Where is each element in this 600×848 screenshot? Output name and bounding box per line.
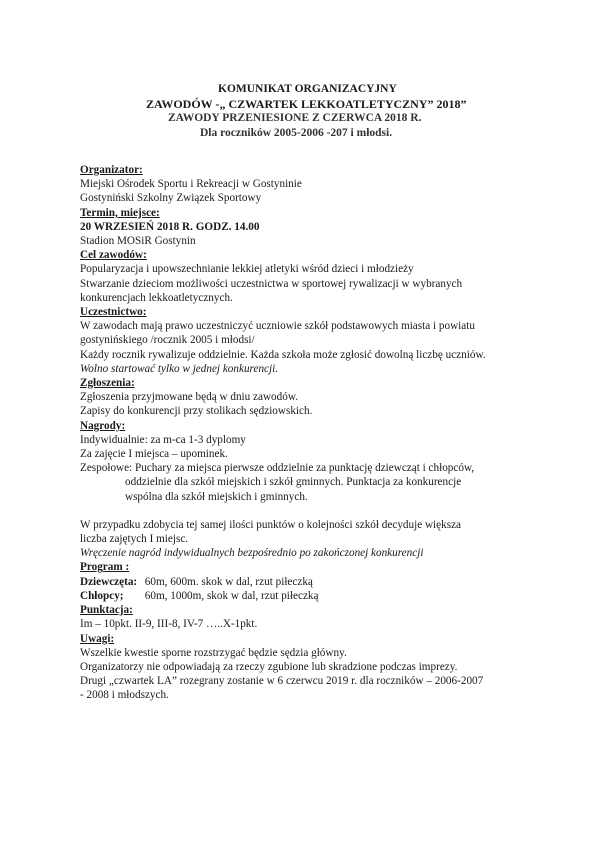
participation-note: Wolno startować tylko w jednej konkurencji. [80,362,279,375]
participation-line: Każdy rocznik rywalizuje oddzielnie. Każda szkoła może zgłosić dowolną liczbę uczniów. [80,348,486,361]
boys-label: Chłopcy; [80,589,124,602]
registration-line: Zgłoszenia przyjmowane będą w dniu zawodów. [80,391,298,404]
section-heading-organizer: Organizator: [80,164,143,176]
program-boys [80,589,590,603]
participation-line: W zawodach mają prawo uczestniczyć uczniowie szkół podstawowych miasta i powiatu [80,320,475,333]
scoring-line: Im – 10pkt. II-9, III-8, IV-7 …..X-1pkt. [80,618,258,631]
section-heading-program: Program : [80,561,130,574]
section-heading-goal: Cel zawodów: [80,249,147,262]
girls-events: 60m, 600m. skok w dal, rzut piłeczką [144,575,313,588]
tie-break-line: liczba zajętych I miejsc. [80,533,189,546]
prize-line: Za zajęcie I miejsca – upominek. [80,448,228,461]
event-date: 20 WRZESIEŃ 2018 R. GODZ. 14.00 [80,220,260,233]
team-prize-label: Zespołowe: [80,462,133,475]
tie-break-line: W przypadku zdobycia tej samej ilości punktów o kolejności szkół decyduje większa [80,518,461,531]
participation-line: gostynińskiego /rocznik 2005 i młodsi/ [80,334,255,347]
girls-label: Dziewczęta: [80,575,138,588]
program-girls [80,575,590,589]
boys-events: 60m, 1000m, skok w dal, rzut piłeczką [144,589,319,602]
award-note: Wręczenie nagród indywidualnych bezpośrednio po zakończonej konkurencji [80,547,424,560]
notes-line: - 2008 i młodszych. [80,689,169,702]
team-prize-line [80,461,590,475]
notes-line: Organizatorzy nie odpowiadają za rzeczy zgubione lub skradzione podczas imprezy. [80,660,458,673]
section-heading-date-place: Termin, miejsce: [80,206,160,219]
goal-line: Stwarzanie dzieciom możliwości uczestnictwa w sportowej rywalizacji w wybranych [80,277,463,290]
section-heading-scoring: Punktacja: [80,604,133,617]
doc-subtitle: ZAWODÓW -„ CZWARTEK LEKKOATLETYCZNY” 2018” [146,97,467,111]
goal-line: Popularyzacja i upowszechnianie lekkiej atletyki wśród dzieci i młodzieży [80,263,414,276]
section-heading-participation: Uczestnictwo: [80,306,147,319]
doc-notice: ZAWODY PRZENIESIONE Z CZERWCA 2018 R. [168,112,422,124]
section-heading-prizes: Nagrody: [80,419,126,432]
doc-age-groups: Dla roczników 2005-2006 -207 i młodsi. [200,127,393,139]
goal-line: konkurencjach lekkoatletycznych. [80,291,233,304]
organizer-line: Gostyniński Szkolny Związek Sportowy [80,192,262,205]
team-prize-text: Puchary za miejsca pierwsze oddzielnie za punktację dziewcząt i chłopców, [135,462,475,475]
registration-line: Zapisy do konkurencji przy stolikach sędziowskich. [80,405,313,418]
document-body [80,163,590,703]
notes-line: Wszelkie kwestie sporne rozstrzygać będzie sędzia główny. [80,646,347,659]
team-prize-text: oddzielnie dla szkół miejskich i szkół gminnych. Punktacja za konkurencje [125,476,462,489]
event-place: Stadion MOSiR Gostynin [80,235,196,248]
notes-line: Drugi „czwartek LA” rozegrany zostanie w 6 czerwcu 2019 r. dla roczników – 2006-2007 [80,675,484,688]
section-heading-registration: Zgłoszenia: [80,377,135,390]
doc-title: KOMUNIKAT ORGANIZACYJNY [218,83,397,95]
prize-line: Indywidualnie: za m-ca 1-3 dyplomy [80,433,246,446]
organizer-line: Miejski Ośrodek Sportu i Rekreacji w Gostyninie [80,178,302,191]
team-prize-text: wspólna dla szkół miejskich i gminnych. [125,490,308,503]
section-heading-notes: Uwagi: [80,632,115,645]
